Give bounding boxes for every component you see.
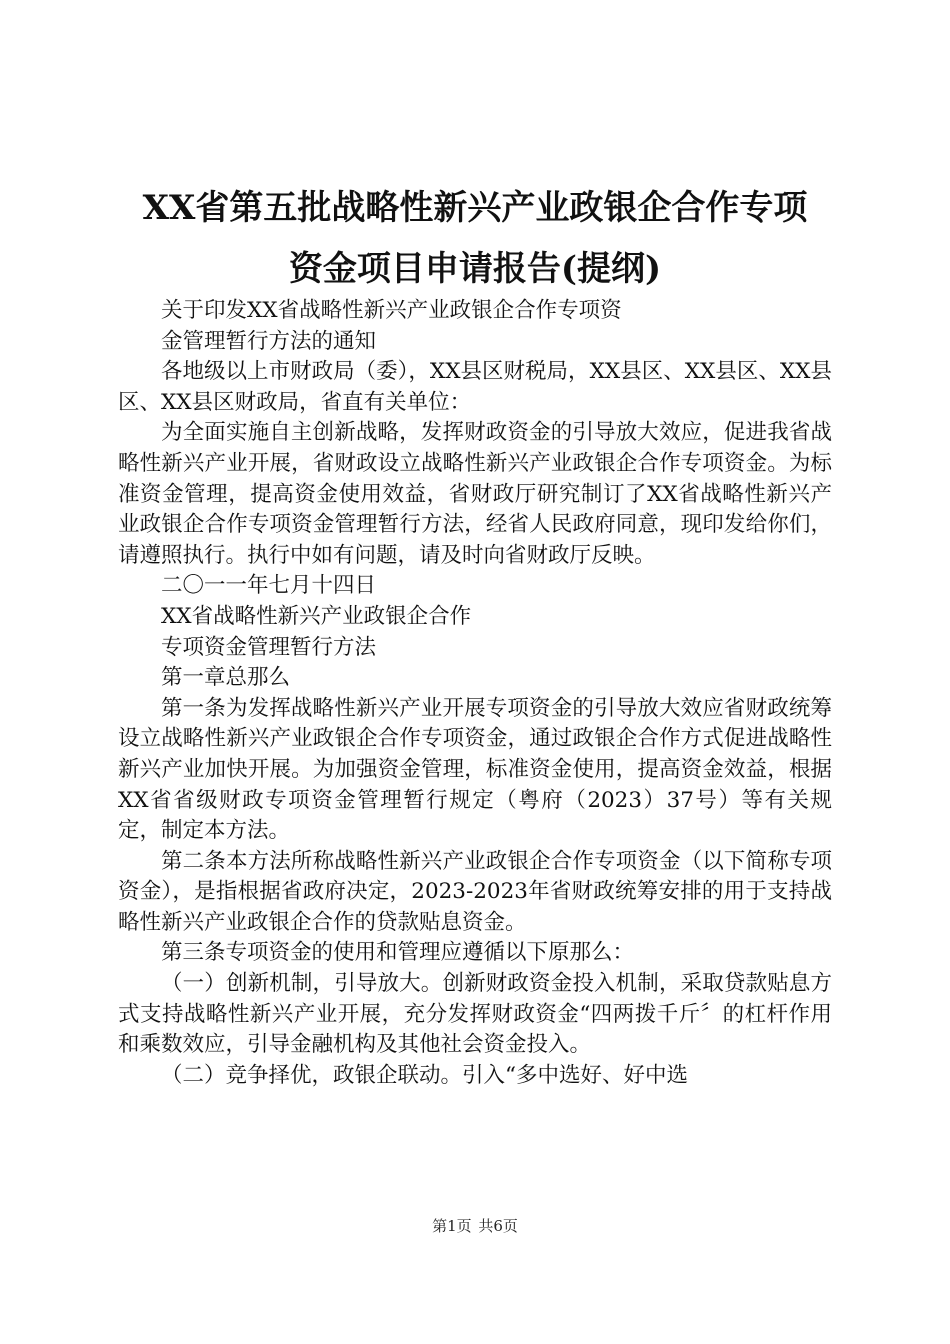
page-footer	[0, 1216, 950, 1236]
article-2: 第二条本方法所称战略性新兴产业政银企合作专项资金（以下简称专项资金），是指根据省政府决定，2023-2023年省财政统筹安排的用于支持战略性新兴产业政银企合作的贷款贴息资金。	[118, 848, 832, 935]
page-total: 共6页	[478, 1217, 518, 1235]
notice-title-line-2: 金管理暂行方法的通知	[161, 328, 377, 354]
addressee-paragraph: 各地级以上市财政局（委），XX县区财税局，XX县区、XX县区、XX县区、XX县区财政局，省直有关单位：	[118, 359, 832, 415]
document-body	[118, 296, 832, 1091]
notice-date: 二〇一一年七月十四日	[161, 573, 377, 599]
chapter-heading: 第一章总那么	[161, 665, 291, 691]
measures-title-line-2: 专项资金管理暂行方法	[161, 634, 377, 660]
principle-2: （二）竞争择优，政银企联动。引入“多中选好、好中选	[161, 1062, 688, 1088]
document-title-line-1: XX省第五批战略性新兴产业政银企合作专项	[142, 188, 808, 228]
notice-title-line-1: 关于印发XX省战略性新兴产业政银企合作专项资	[161, 298, 622, 323]
article-1: 第一条为发挥战略性新兴产业开展专项资金的引导放大效应省财政统筹设立战略性新兴产业政银企合作专项资金，通过政银企合作方式促进战略性新兴产业加快开展。为加强资金管理，标准资金使用，提高资金效益，根据XX省省级财政专项资金管理暂行规定（粤府（2023）37号）等有关规定，制定本方法。	[118, 695, 832, 844]
document-title-line-2: 资金项目申请报告(提纲)	[288, 249, 662, 289]
principle-1: （一）创新机制，引导放大。创新财政资金投入机制，采取贷款贴息方式支持战略性新兴产业开展，充分发挥财政资金“四两拨千斤〞的杠杆作用和乘数效应，引导金融机构及其他社会资金投入。	[118, 971, 832, 1058]
page-number: 第1页	[432, 1217, 472, 1235]
intro-paragraph: 为全面实施自主创新战略，发挥财政资金的引导放大效应，促进我省战略性新兴产业开展，省财政设立战略性新兴产业政银企合作专项资金。为标准资金管理，提高资金使用效益，省财政厅研究制订了XX省战略性新兴产业政银企合作专项资金管理暂行方法，经省人民政府同意，现印发给你们，请遵照执行。执行中如有问题，请及时向省财政厅反映。	[118, 420, 832, 568]
article-3: 第三条专项资金的使用和管理应遵循以下原那么：	[161, 940, 635, 966]
measures-title-line-1: XX省战略性新兴产业政银企合作	[161, 603, 472, 629]
